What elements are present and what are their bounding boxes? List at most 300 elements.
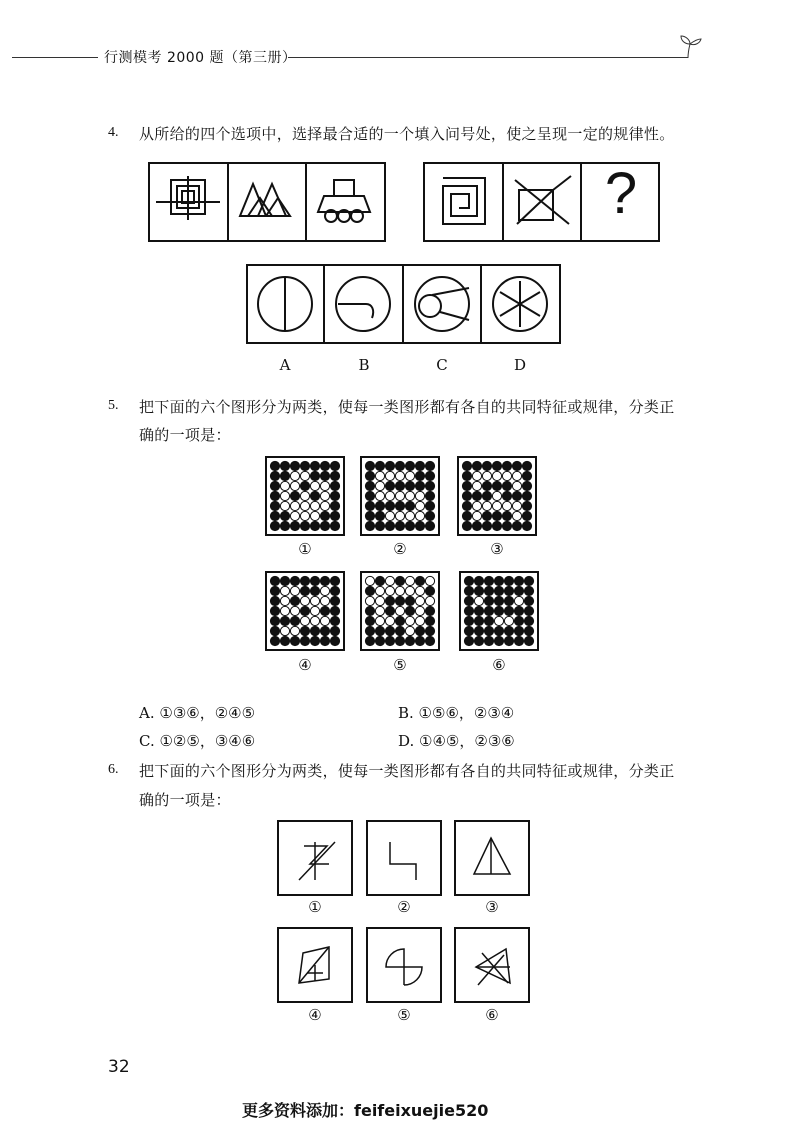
bead [524,596,533,605]
bead [415,461,424,470]
q4-group-1 [148,162,386,242]
bead [425,471,434,480]
bead [375,626,384,635]
bead [405,636,414,645]
bead [415,606,424,615]
bead [484,626,493,635]
bead [492,511,501,520]
bead [280,481,289,490]
bead [385,461,394,470]
q4-option-a-fig [258,277,312,331]
q4-fig-2 [240,184,290,216]
q4-question-mark: ? [604,161,638,226]
bead [492,461,501,470]
bead [425,636,434,645]
q4-option-c[interactable]: C [436,356,448,374]
bead [310,586,319,595]
bead [484,576,493,585]
q5-choice-b[interactable]: B. ①⑤⑥，②③④ [398,704,515,722]
bead [472,481,481,490]
bead [375,616,384,625]
bead [385,626,394,635]
bead [280,461,289,470]
bead [405,511,414,520]
bead [330,626,339,635]
bead [474,596,483,605]
bead [290,461,299,470]
bead [280,626,289,635]
bead [290,616,299,625]
bead [310,576,319,585]
bead [405,606,414,615]
q5-choice-a[interactable]: A. ①③⑥，②④⑤ [139,704,256,722]
bead [502,461,511,470]
bead [415,626,424,635]
bead [330,636,339,645]
bead [330,511,339,520]
bead [502,481,511,490]
bead [290,511,299,520]
bead [472,491,481,500]
bead [405,586,414,595]
bead [494,596,503,605]
bead [415,511,424,520]
bead [524,616,533,625]
bead [320,511,329,520]
bead [415,491,424,500]
bead [512,471,521,480]
q4-options [246,264,561,344]
bead [494,586,503,595]
bead [514,616,523,625]
bead [375,606,384,615]
bead [270,521,279,530]
bead [482,461,491,470]
bead [385,491,394,500]
bead [300,616,309,625]
bead [375,586,384,595]
bead [425,626,434,635]
q6-label-1: ① [308,898,322,916]
bead [512,481,521,490]
bead [310,511,319,520]
bead [280,636,289,645]
q5-label-3: ③ [490,540,504,558]
bead [474,576,483,585]
bead [514,576,523,585]
bead [310,636,319,645]
bead [425,576,434,585]
bead [270,461,279,470]
bead [425,596,434,605]
bead [425,606,434,615]
bead [395,586,404,595]
bead [504,626,513,635]
bead [405,491,414,500]
bead [310,616,319,625]
bead [425,481,434,490]
q6-fig-5 [366,927,442,1003]
q6-text-line-1: 把下面的六个图形分为两类，使每一类图形都有各自的共同特征或规律，分类正 [139,762,675,780]
bead [464,606,473,615]
bead [290,576,299,585]
bead [504,576,513,585]
bead [405,461,414,470]
bead [482,481,491,490]
bead [320,521,329,530]
bead [300,461,309,470]
bead [310,461,319,470]
bead [320,586,329,595]
bead [484,606,493,615]
bead [522,481,531,490]
bead [320,471,329,480]
bead [320,616,329,625]
bead [474,636,483,645]
bead [385,616,394,625]
bead [492,471,501,480]
q5-choice-c[interactable]: C. ①②⑤，③④⑥ [139,732,256,750]
bead [494,606,503,615]
bead [482,491,491,500]
bead [415,636,424,645]
bead [270,626,279,635]
q6-label-4: ④ [308,1006,322,1024]
bead [524,586,533,595]
bead [365,636,374,645]
bead [385,586,394,595]
bead [365,501,374,510]
bead [330,481,339,490]
q6-label-5: ⑤ [397,1006,411,1024]
bead [280,511,289,520]
bead [504,606,513,615]
q4-fig-4 [443,178,485,224]
bead [280,521,289,530]
bead [472,461,481,470]
bead [524,636,533,645]
bead [270,491,279,500]
bead [482,471,491,480]
bead [385,576,394,585]
bead [365,511,374,520]
bead [310,481,319,490]
bead [464,596,473,605]
bead [464,586,473,595]
bead [310,471,319,480]
q5-fig-3 [457,456,537,536]
bead [320,461,329,470]
q5-text-line-2: 确的一项是： [139,426,231,444]
bead [310,501,319,510]
bead [320,491,329,500]
bead [472,501,481,510]
bead [270,606,279,615]
bead [330,521,339,530]
bead [395,606,404,615]
q4-option-b[interactable]: B [358,356,370,374]
bead [474,616,483,625]
bead [464,576,473,585]
bead [504,616,513,625]
q6-label-3: ③ [485,898,499,916]
bead [415,521,424,530]
bead [395,616,404,625]
bead [290,491,299,500]
bead [462,521,471,530]
bead [300,501,309,510]
bead [395,511,404,520]
bead [375,596,384,605]
bead [375,501,384,510]
bead [522,461,531,470]
bead [290,596,299,605]
bead [482,521,491,530]
q4-fig-3 [318,180,370,222]
q4-option-a[interactable]: A [279,356,291,374]
bead [365,616,374,625]
bead [514,606,523,615]
bead [492,501,501,510]
bead [280,501,289,510]
bead [522,521,531,530]
bead [395,626,404,635]
bead [425,616,434,625]
header-title: 行测模考 2000 题（第三册） [104,50,297,66]
bead [514,626,523,635]
bead [330,616,339,625]
q4-fig-1 [156,176,220,220]
header-rule-right [288,57,688,58]
bead [375,461,384,470]
header-rule-left [12,57,98,58]
bead [502,511,511,520]
bead [464,616,473,625]
bead [464,626,473,635]
bead [395,461,404,470]
bead [385,501,394,510]
q5-label-1: ① [298,540,312,558]
bead [365,481,374,490]
bead [320,501,329,510]
bead [300,596,309,605]
q6-fig-1 [277,820,353,896]
bead [524,576,533,585]
bead [462,471,471,480]
q5-fig-2 [360,456,440,536]
bead [514,636,523,645]
bead [300,521,309,530]
bead [504,586,513,595]
bead [270,481,279,490]
bead [405,626,414,635]
bead [395,521,404,530]
bead [502,501,511,510]
bead [462,501,471,510]
q5-fig-5 [360,571,440,651]
q6-text-line-2: 确的一项是： [139,791,231,809]
q5-text-line-1: 把下面的六个图形分为两类，使每一类图形都有各自的共同特征或规律，分类正 [139,398,675,416]
q4-option-d[interactable]: D [513,356,527,374]
bead [405,616,414,625]
q5-choice-d[interactable]: D. ①④⑤，②③⑥ [398,732,515,750]
bead [504,596,513,605]
q4-text: 从所给的四个选项中，选择最合适的一个填入问号处，使之呈现一定的规律性。 [139,125,675,143]
bead [385,596,394,605]
bead [375,521,384,530]
bead [504,636,513,645]
bead [300,511,309,520]
bead [514,596,523,605]
bead [512,501,521,510]
bead [280,606,289,615]
bead [484,616,493,625]
bead [375,636,384,645]
bead [320,596,329,605]
bead [502,521,511,530]
bead [375,471,384,480]
sprout-icon [676,32,704,60]
footer-text: 更多资料添加：feifeixuejie520 [242,1101,489,1120]
bead [270,616,279,625]
bead [310,626,319,635]
bead [270,576,279,585]
bead [365,576,374,585]
bead [385,481,394,490]
bead [482,501,491,510]
q6-fig-3 [454,820,530,896]
bead [472,521,481,530]
bead [482,511,491,520]
bead [320,626,329,635]
bead [365,461,374,470]
bead [365,521,374,530]
bead [385,511,394,520]
bead [385,636,394,645]
bead [330,491,339,500]
bead [290,606,299,615]
bead [514,586,523,595]
bead [472,471,481,480]
bead [425,461,434,470]
bead [320,606,329,615]
bead [524,626,533,635]
q5-fig-1 [265,456,345,536]
bead [300,481,309,490]
bead [494,576,503,585]
bead [300,576,309,585]
bead [522,501,531,510]
q6-label-6: ⑥ [485,1006,499,1024]
bead [395,576,404,585]
bead [330,501,339,510]
q5-label-4: ④ [298,656,312,674]
bead [492,521,501,530]
bead [330,586,339,595]
bead [462,511,471,520]
bead [280,596,289,605]
q4-number: 4. [108,125,119,140]
q4-option-c-fig [415,277,469,331]
bead [310,491,319,500]
bead [484,586,493,595]
bead [474,626,483,635]
bead [300,636,309,645]
bead [375,576,384,585]
bead [280,471,289,480]
bead [474,586,483,595]
bead [462,491,471,500]
bead [405,501,414,510]
q5-number: 5. [108,398,119,413]
bead [375,511,384,520]
bead [290,481,299,490]
bead [290,471,299,480]
q5-fig-4 [265,571,345,651]
bead [300,586,309,595]
bead [330,596,339,605]
bead [290,626,299,635]
bead [512,491,521,500]
bead [290,521,299,530]
bead [375,491,384,500]
bead [365,596,374,605]
bead [502,491,511,500]
bead [365,491,374,500]
bead [425,521,434,530]
bead [425,586,434,595]
bead [330,606,339,615]
bead [522,511,531,520]
bead [512,521,521,530]
q5-fig-6 [459,571,539,651]
bead [502,471,511,480]
bead [300,626,309,635]
bead [300,491,309,500]
bead [385,606,394,615]
bead [492,491,501,500]
bead [270,596,279,605]
bead [290,501,299,510]
bead [330,576,339,585]
bead [280,616,289,625]
bead [365,626,374,635]
bead [462,481,471,490]
bead [415,596,424,605]
bead [365,586,374,595]
bead [290,586,299,595]
bead [330,461,339,470]
bead [300,471,309,480]
q5-label-5: ⑤ [393,656,407,674]
bead [415,481,424,490]
bead [405,596,414,605]
bead [425,491,434,500]
bead [320,576,329,585]
bead [464,636,473,645]
bead [512,511,521,520]
q6-fig-6 [454,927,530,1003]
bead [484,596,493,605]
bead [310,606,319,615]
bead [474,606,483,615]
q5-label-2: ② [393,540,407,558]
bead [522,491,531,500]
q6-label-2: ② [397,898,411,916]
bead [385,521,394,530]
bead [415,586,424,595]
bead [270,511,279,520]
